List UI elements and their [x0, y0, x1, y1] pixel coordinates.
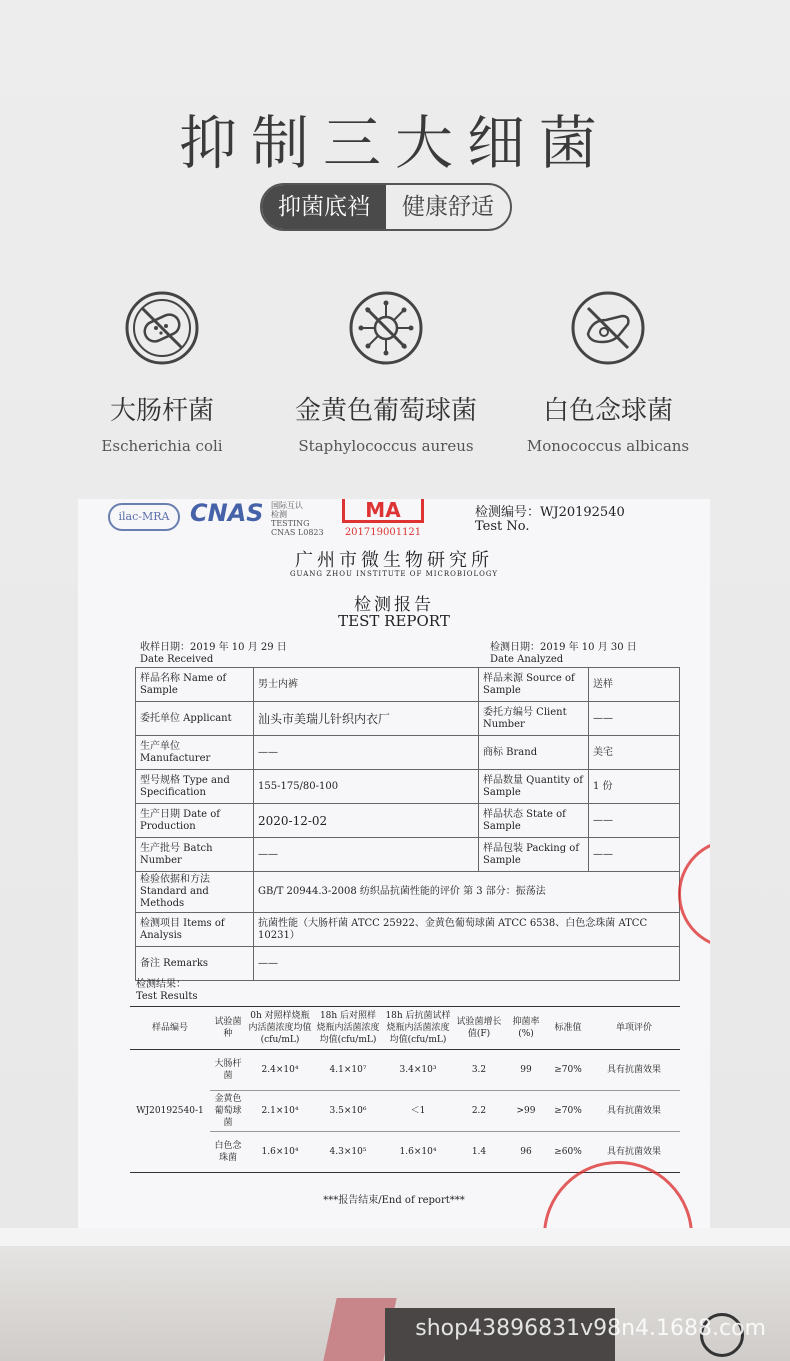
cell-label: 备注 Remarks — [136, 947, 254, 981]
institute-name: 广州市微生物研究所 — [295, 550, 493, 571]
cell-value: ＜1 — [382, 1091, 454, 1132]
results-table — [130, 1006, 680, 1173]
cell-value: 具有抗菌效果 — [588, 1050, 680, 1091]
cell-value: 抗菌性能（大肠杆菌 ATCC 25922、金黄色葡萄球菌 ATCC 6538、白色念珠菌 ATCC 10231） — [254, 913, 680, 947]
cell-value: 汕头市美瑞儿针织内衣厂 — [254, 702, 479, 736]
table-header-row — [130, 1007, 680, 1050]
cell-value: ≥60% — [548, 1132, 588, 1173]
cell-label: 生产日期 Date of Production — [136, 804, 254, 838]
cell-label: 样品状态 State of Sample — [479, 804, 589, 838]
feature-pill — [260, 183, 512, 231]
cell-label: 样品来源 Source of Sample — [479, 668, 589, 702]
germ-name-cn: 白色念球菌 — [542, 396, 673, 426]
end-of-report: ***报告结束/End of report*** — [323, 1195, 465, 1206]
column-header: 样品编号 — [130, 1007, 210, 1050]
bacillus-prohibited-icon — [124, 290, 200, 366]
results-label: 检测结果： — [136, 979, 186, 990]
cell-label: 型号规格 Type and Specification — [136, 770, 254, 804]
column-header: 18h 后对照样烧瓶内活菌浓度均值(cfu/mL) — [314, 1007, 382, 1050]
page-title: 抑制三大细菌 — [178, 109, 611, 177]
date-analyzed: 检测日期：2019 年 10 月 30 日 — [490, 642, 637, 653]
column-header: 试验菌种 — [210, 1007, 246, 1050]
cell-value: 4.1×10⁷ — [314, 1050, 382, 1091]
cell-value: GB/T 20944.3-2008 纺织品抗菌性能的评价 第 3 部分：振荡法 — [254, 872, 680, 913]
cell-value: —— — [589, 804, 680, 838]
cell-value: —— — [589, 838, 680, 872]
cell-strain: 白色念珠菌 — [210, 1132, 246, 1173]
date-received: 收样日期：2019 年 10 月 29 日 — [140, 642, 287, 653]
cell-label: 检验依据和方法 Standard and Methods — [136, 872, 254, 913]
report-title-en: TEST REPORT — [338, 612, 450, 630]
cell-value: 3.5×10⁶ — [314, 1091, 382, 1132]
cnas-text: 国际互认 — [271, 501, 303, 510]
cell-value: ≥70% — [548, 1050, 588, 1091]
cell-value: 2020-12-02 — [254, 804, 479, 838]
institute-name-en: GUANG ZHOU INSTITUTE OF MICROBIOLOGY — [289, 570, 499, 578]
date-analyzed-en: Date Analyzed — [490, 654, 564, 665]
sample-id: WJ20192540-1 — [130, 1050, 210, 1173]
cell-value: 2.2 — [454, 1091, 504, 1132]
cell-value: 美宅 — [589, 736, 680, 770]
cell-value: 男士内裤 — [254, 668, 479, 702]
cell-value: 155-175/80-100 — [254, 770, 479, 804]
cell-value: —— — [254, 736, 479, 770]
germ-item — [52, 290, 272, 455]
germ-name-en: Staphylococcus aureus — [298, 437, 474, 455]
cnas-text: 检测 — [271, 510, 287, 519]
germ-item — [498, 290, 718, 455]
germ-name-cn: 金黄色葡萄球菌 — [294, 396, 477, 426]
cell-value: 99 — [504, 1050, 548, 1091]
product-photo-strip — [0, 1228, 790, 1361]
cell-value: 3.4×10³ — [382, 1050, 454, 1091]
test-report-document — [78, 499, 710, 1228]
cell-value: ≥70% — [548, 1091, 588, 1132]
column-header: 标准值 — [548, 1007, 588, 1050]
ilac-logo: ilac-MRA — [108, 503, 180, 531]
cell-label: 委托单位 Applicant — [136, 702, 254, 736]
report-title: 检测报告 — [354, 595, 434, 615]
cma-logo: MA — [342, 499, 424, 523]
cnas-logo: CNAS — [190, 499, 264, 527]
cell-value: 1 份 — [589, 770, 680, 804]
cell-label: 样品包装 Packing of Sample — [479, 838, 589, 872]
cnas-text: TESTING — [271, 519, 310, 528]
table-row — [130, 1091, 680, 1132]
cell-strain: 金黄色葡萄球菌 — [210, 1091, 246, 1132]
cell-value: 96 — [504, 1132, 548, 1173]
cell-label: 检测项目 Items of Analysis — [136, 913, 254, 947]
cell-value: 1.6×10⁴ — [382, 1132, 454, 1173]
shop-watermark: shop43896831v98n4.1688.com — [415, 1316, 766, 1341]
cell-label: 生产批号 Batch Number — [136, 838, 254, 872]
cma-number: 201719001121 — [344, 527, 422, 538]
germ-name-en: Escherichia coli — [101, 437, 223, 455]
cell-value: 1.6×10⁴ — [246, 1132, 314, 1173]
cell-label: 委托方编号 Client Number — [479, 702, 589, 736]
cell-label: 样品名称 Name of Sample — [136, 668, 254, 702]
sample-info-table — [135, 667, 680, 981]
column-header: 试验菌增长值(F) — [454, 1007, 504, 1050]
column-header: 0h 对照样烧瓶内活菌浓度均值(cfu/mL) — [246, 1007, 314, 1050]
column-header: 单项评价 — [588, 1007, 680, 1050]
cell-strain: 大肠杆菌 — [210, 1050, 246, 1091]
date-received-en: Date Received — [140, 654, 214, 665]
red-stamp — [678, 839, 710, 949]
cell-value: 具有抗菌效果 — [588, 1132, 680, 1173]
cell-value: —— — [254, 947, 680, 981]
test-number-en: Test No. — [475, 519, 530, 534]
germ-name-cn: 大肠杆菌 — [109, 396, 214, 426]
cell-value: 3.2 — [454, 1050, 504, 1091]
cell-value: 2.4×10⁴ — [246, 1050, 314, 1091]
cell-value: 1.4 — [454, 1132, 504, 1173]
column-header: 18h 后抗菌试样烧瓶内活菌浓度均值(cfu/mL) — [382, 1007, 454, 1050]
cell-label: 商标 Brand — [479, 736, 589, 770]
virus-prohibited-icon — [348, 290, 424, 366]
pill-left-label: 抑菌底裆 — [262, 185, 386, 229]
cell-value: —— — [254, 838, 479, 872]
cell-label: 样品数量 Quantity of Sample — [479, 770, 589, 804]
results-label-en: Test Results — [136, 991, 198, 1002]
test-number: 检测编号：WJ20192540 — [475, 505, 625, 520]
bacteria-prohibited-icon — [570, 290, 646, 366]
cell-label: 生产单位 Manufacturer — [136, 736, 254, 770]
cell-value: 具有抗菌效果 — [588, 1091, 680, 1132]
cell-value: >99 — [504, 1091, 548, 1132]
cell-value: —— — [589, 702, 680, 736]
column-header: 抑菌率(%) — [504, 1007, 548, 1050]
cnas-text: CNAS L0823 — [271, 528, 324, 537]
cell-value: 2.1×10⁴ — [246, 1091, 314, 1132]
germ-item — [276, 290, 496, 455]
germ-name-en: Monococcus albicans — [526, 437, 690, 455]
table-row — [130, 1050, 680, 1091]
pill-right-label: 健康舒适 — [402, 194, 494, 220]
cell-value: 4.3×10⁵ — [314, 1132, 382, 1173]
cell-value: 送样 — [589, 668, 680, 702]
